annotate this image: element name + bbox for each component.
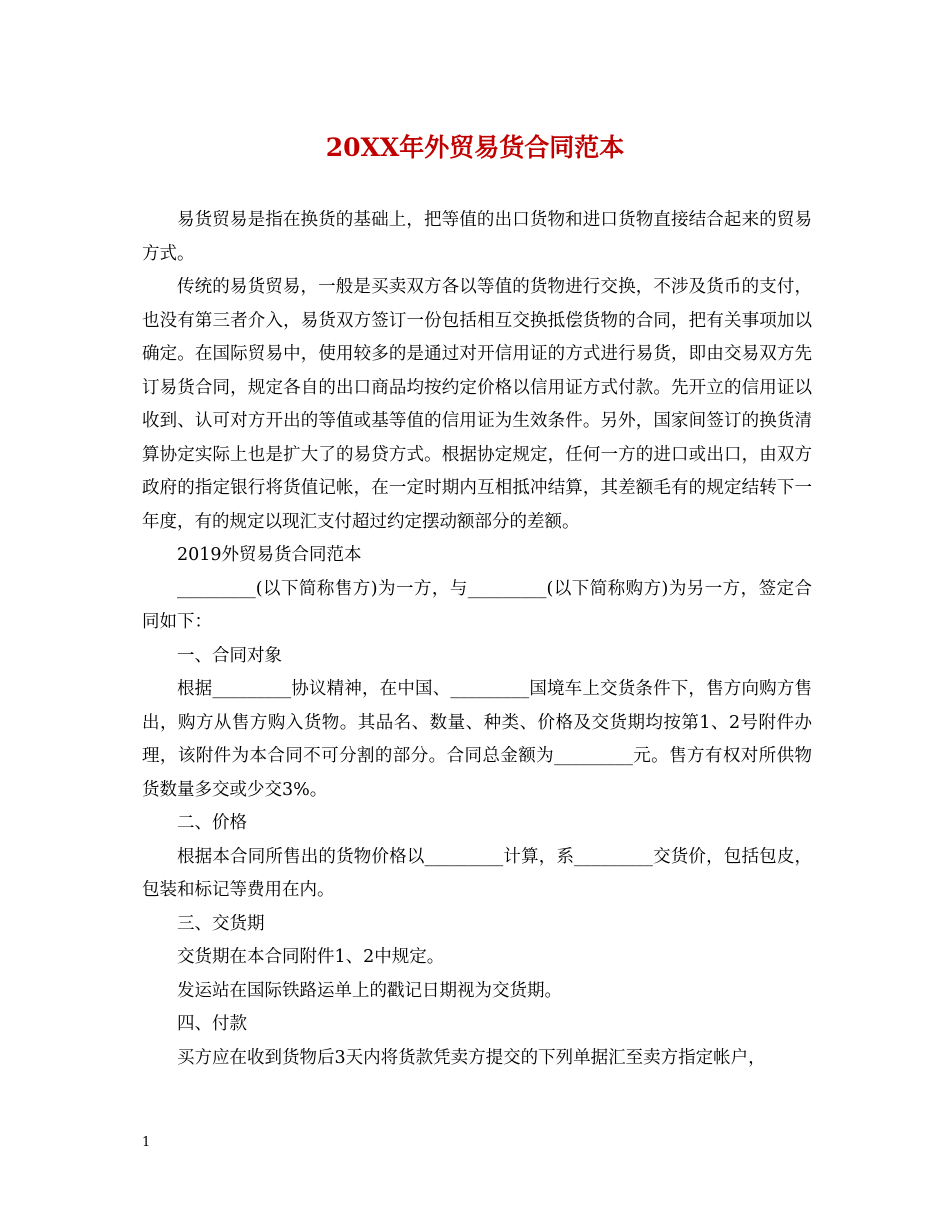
paragraph-traditional-barter: 传统的易货贸易，一般是买卖双方各以等值的货物进行交换，不涉及货币的支付，也没有第三者介入，易货双方签订一份包括相互交换抵偿货物的合同，把有关事项加以确定。在国际贸易中，使用较多的是通过对开信用证的方式进行易货，即由交易双方先订易货合同，规定各自的出口商品均按约定价格以信用证方式付款。先开立的信用证以收到、认可对方开出的等值或基等值的信用证为生效条件。另外，国家间签订的换货清算协定实际上也是扩大了的易贷方式。根据协定规定，任何一方的进口或出口，由双方政府的指定银行将货值记帐，在一定时期内互相抵冲结算，其差额毛有的规定结转下一年度，有的规定以现汇支付超过约定摆动额部分的差额。 [142, 277, 812, 532]
paragraph-delivery-date: 发运站在国际铁路运单上的戳记日期视为交货期。 [177, 980, 562, 1001]
paragraph-contract-heading: 2019外贸易货合同范本 [177, 545, 362, 565]
section-heading-delivery: 三、交货期 [177, 913, 265, 934]
document-body [142, 204, 812, 1075]
page-number: 1 [142, 1135, 151, 1150]
section-heading-contract-object: 一、合同对象 [177, 645, 282, 666]
document-title: 20XX年外贸易货合同范本 [325, 133, 625, 162]
paragraph-delivery-term: 交货期在本合同附件1、2中规定。 [177, 947, 445, 967]
paragraph-parties: _________(以下简称售方)为一方，与_________(以下简称购方)为另一方，签定合同如下： [142, 578, 812, 632]
section-heading-payment: 四、付款 [177, 1014, 247, 1034]
section-heading-price: 二、价格 [177, 813, 247, 833]
paragraph-price: 根据本合同所售出的货物价格以_________计算，系_________交货价，包括包皮，包装和标记等费用在内。 [142, 846, 812, 900]
paragraph-contract-object: 根据_________协议精神，在中国、_________国境车上交货条件下，售方向购方售出，购方从售方购入货物。其品名、数量、种类、价格及交货期均按第1、2号附件办理，该附件为本合同不可分割的部分。合同总金额为_________元。售方有权对所供物货数量多交或少交3%。 [142, 679, 812, 800]
paragraph-intro: 易货贸易是指在换货的基础上，把等值的出口货物和进口货物直接结合起来的贸易方式。 [142, 210, 812, 264]
paragraph-payment: 买方应在收到货物后3天内将货款凭卖方提交的下列单据汇至卖方指定帐户， [177, 1047, 766, 1068]
